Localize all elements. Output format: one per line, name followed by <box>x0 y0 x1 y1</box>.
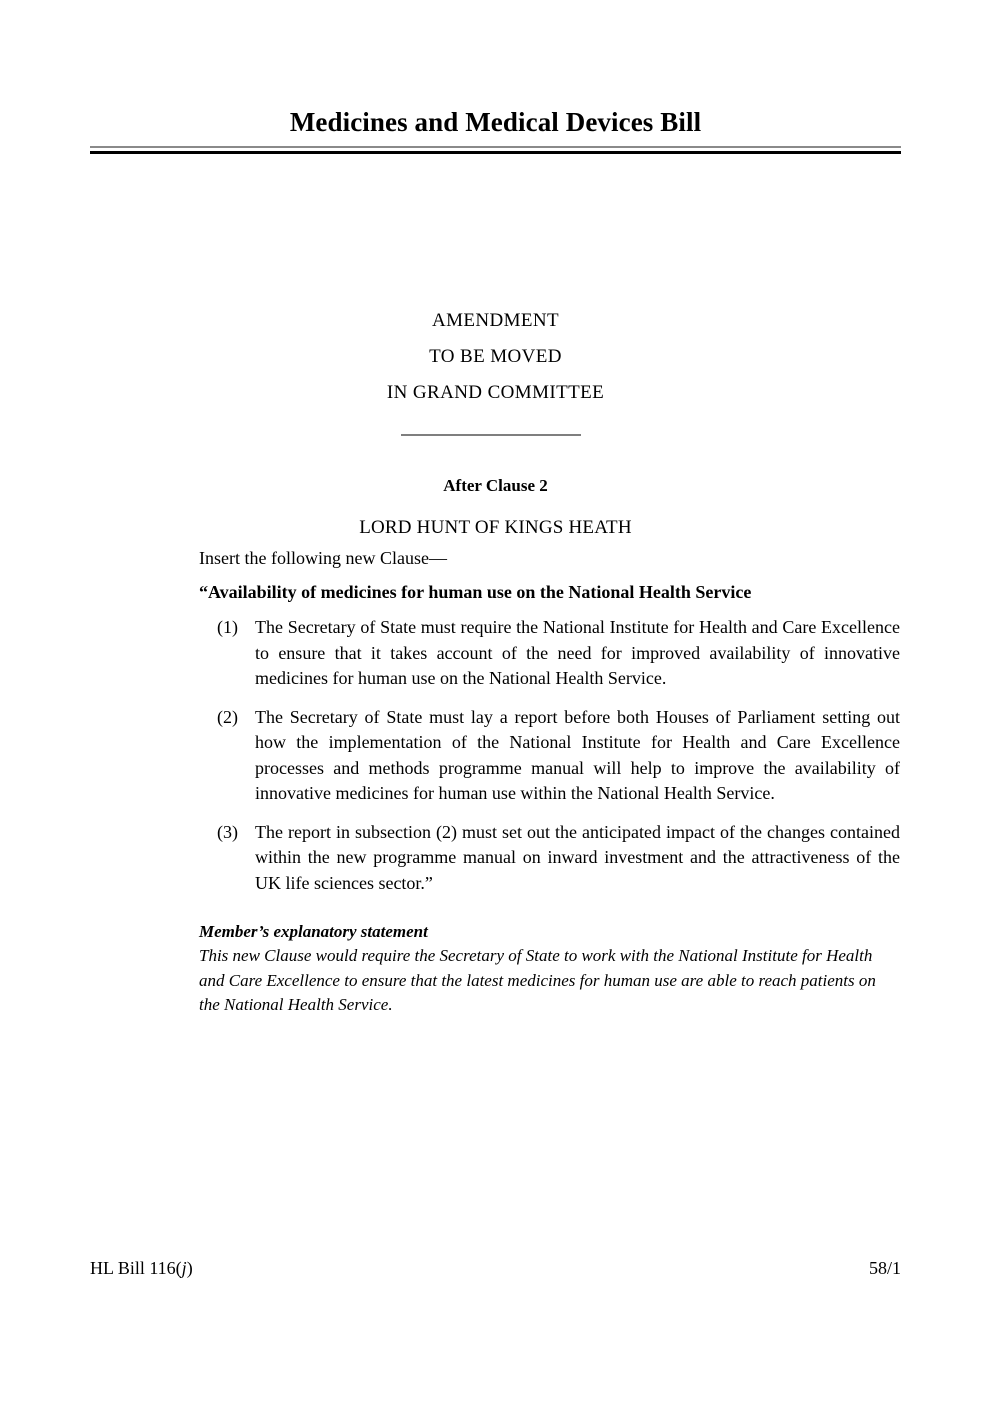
subsection-item <box>199 615 900 692</box>
amendment-heading-line-2: TO BE MOVED <box>429 346 562 367</box>
explanatory-statement <box>199 920 900 1018</box>
amendment-heading-line-3: IN GRAND COMMITTEE <box>386 382 605 403</box>
amendment-body <box>199 545 900 1018</box>
title-rule-thin <box>90 146 901 148</box>
subsection-text: The Secretary of State must require the National Institute for Health and Care Excellence to ensure that it takes account of the need for improved availability of innovative medicines for human use on the National Health Service. <box>255 617 900 688</box>
subsection-marker: (1) <box>217 617 238 637</box>
subsection-marker: (3) <box>217 821 238 842</box>
explanatory-statement-text: This new Clause would require the Secretary of State to work with the National Institute for Health and Care Excellence to ensure that the latest medicines for human use are able to reach patients on the National Health Service. <box>199 946 876 1014</box>
clause-reference: After Clause 2 <box>443 476 548 495</box>
amendment-heading-line-1: AMENDMENT <box>431 310 560 331</box>
bill-number-prefix: HL Bill 116( <box>90 1258 182 1278</box>
new-clause-heading: “Availability of medicines for human use on the National Health Service <box>199 582 752 602</box>
title-rule-thick <box>90 151 901 154</box>
subsection-text: The Secretary of State must lay a report before both Houses of Parliament setting out how the implementation of the National Institute for Health and Care Excellence processes and methods programme manual will help to improve the availability of innovative medicines for human use within the National Health Service. <box>255 706 900 803</box>
bill-number <box>90 1258 193 1279</box>
page-title: Medicines and Medical Devices Bill <box>289 107 702 137</box>
page-footer <box>90 1258 901 1279</box>
page-number: 58/1 <box>868 1258 901 1278</box>
explanatory-statement-heading: Member’s explanatory statement <box>199 922 428 941</box>
section-divider-rule <box>401 434 581 436</box>
bill-number-closing-paren: ) <box>186 1258 193 1278</box>
title-double-rule <box>90 146 901 154</box>
member-name: LORD HUNT OF KINGS HEATH <box>359 517 632 538</box>
bill-number-suffix-letter: j <box>181 1258 187 1278</box>
subsection-item <box>199 820 900 897</box>
subsection-item <box>199 705 900 807</box>
insert-instruction: Insert the following new Clause— <box>199 548 447 568</box>
amendment-heading-block <box>90 303 901 411</box>
subsection-marker: (2) <box>217 706 238 727</box>
subsection-list <box>199 615 900 896</box>
subsection-text: The report in subsection (2) must set out the anticipated impact of the changes contained within the new programme manual on inward investment and the attractiveness of the UK life sciences sector.” <box>255 821 900 893</box>
